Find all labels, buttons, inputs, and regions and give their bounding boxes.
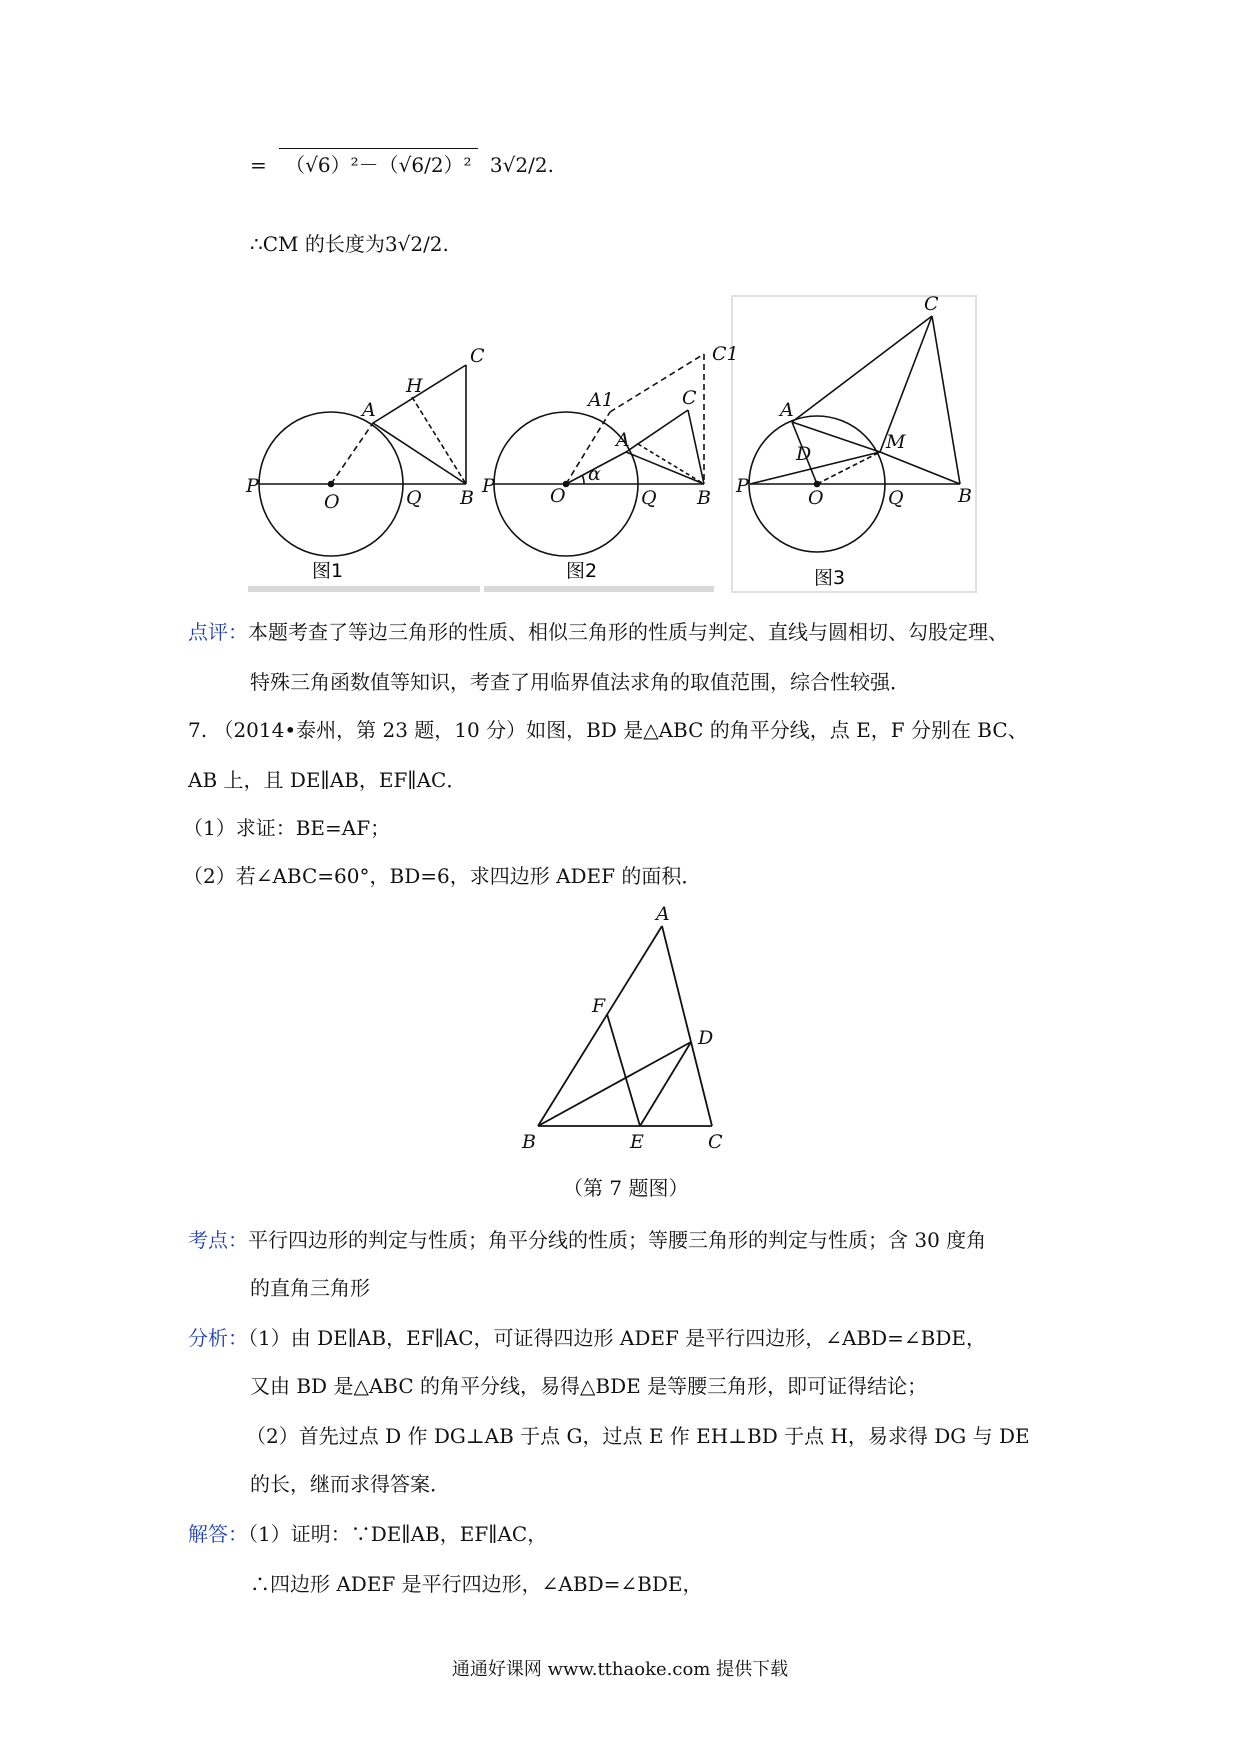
figure-7 <box>516 904 736 1170</box>
fig7-label-e: E <box>630 1131 644 1153</box>
conclusion-end: . <box>442 232 449 256</box>
fenxi-line-3: （2）首先过点 D 作 DG⊥AB 于点 G，过点 E 作 EH⊥BD 于点 H，易求得 DG 与 DE <box>246 1424 1030 1448</box>
fig7-label-f: F <box>592 995 606 1017</box>
figure-bar <box>248 586 480 592</box>
fenxi-label: 分析： <box>188 1326 248 1350</box>
jieda-line-2: ∴四边形 ADEF 是平行四边形，∠ABD=∠BDE， <box>250 1572 703 1596</box>
fig1-caption: 图1 <box>312 560 344 582</box>
figures-1-3 <box>248 292 978 594</box>
fig1-labels <box>245 345 485 513</box>
fig2-label-a1: A1 <box>588 389 614 411</box>
comment-line-2 <box>250 670 910 694</box>
problem-part-2: （2）若∠ABC=60°，BD=6，求四边形 ADEF 的面积． <box>183 864 702 888</box>
formula-line <box>250 148 554 204</box>
fig3-point-o <box>815 482 820 487</box>
fig3-line-mb <box>880 452 960 484</box>
fig3-label-d: D <box>796 443 812 465</box>
figure-frame-3 <box>732 296 976 592</box>
jieda-line-1 <box>188 1522 547 1546</box>
conclusion-value: 3√2/2 <box>384 232 443 256</box>
comment-line-1 <box>188 620 1008 644</box>
fenxi-text-1: （1）由 DE∥AB，EF∥AC，可证得四边形 ADEF 是平行四边形，∠ABD=∠BDE， <box>248 1326 987 1350</box>
fig2-line-cb <box>688 410 704 484</box>
conclusion-line <box>250 232 449 256</box>
problem-line-1: 7. （2014•泰州，第 23 题，10 分）如图，BD 是△ABC 的角平分线，点 E，F 分别在 BC、 <box>188 718 1028 742</box>
fig3-label-q: Q <box>888 487 904 509</box>
formula-dot: . <box>547 153 554 177</box>
jieda-label: 解答： <box>188 1522 248 1546</box>
fig7-line-bd <box>538 1042 691 1126</box>
fig1-label-h: H <box>406 375 423 397</box>
fig2-line-ac <box>626 410 688 452</box>
fig7-label-d: D <box>698 1027 714 1049</box>
fig1-label-o: O <box>324 491 340 513</box>
fig7-label-c: C <box>708 1131 723 1153</box>
fig2-label-q: Q <box>641 487 657 509</box>
fig1-line-ab <box>373 423 466 484</box>
fig2-label-p: P <box>482 475 495 497</box>
fig7-line-ab <box>538 926 662 1126</box>
fig1-point-o <box>329 482 334 487</box>
fig2-line-dash <box>638 444 704 484</box>
kaodian-line-2: 的直角三角形 <box>250 1276 370 1300</box>
fig3-label-c: C <box>924 293 939 315</box>
fig7-label-a: A <box>656 903 670 925</box>
fenxi-line-4: 的长，继而求得答案． <box>250 1472 450 1496</box>
fig2-label-c: C <box>682 387 697 409</box>
conclusion-text: ∴CM 的长度为 <box>250 232 385 256</box>
fig1-line-oa <box>331 423 373 484</box>
comment-text-1: 本题考查了等边三角形的性质、相似三角形的性质与判定、直线与圆相切、勾股定理、 <box>248 620 1008 644</box>
fig2-label-alpha: α <box>588 463 601 485</box>
fig2-label-a: A <box>616 429 630 451</box>
formula-prefix: = <box>250 153 267 177</box>
fig3-label-b: B <box>958 485 972 507</box>
fig1-line-hb <box>412 397 466 484</box>
fig1-label-c: C <box>470 345 485 367</box>
page-footer: 通通好课网 www.tthaoke.com 提供下载 <box>451 1659 789 1680</box>
figure7-caption: （第 7 题图） <box>563 1176 689 1200</box>
fig1-label-p: P <box>246 475 259 497</box>
figure-3 <box>749 316 960 552</box>
fig3-line-om <box>817 452 880 484</box>
fig2-angle-arc <box>582 475 584 484</box>
fig1-label-a: A <box>362 399 376 421</box>
figure-2 <box>494 354 704 556</box>
fig1-label-q: Q <box>406 487 422 509</box>
fig3-label-a: A <box>780 399 794 421</box>
fig7-line-de <box>640 1042 691 1126</box>
fenxi-line-1 <box>188 1326 986 1350</box>
comment-label: 点评： <box>188 620 248 644</box>
formula-result: 3√2/2 <box>489 153 548 177</box>
problem-line-2: AB 上，且 DE∥AB，EF∥AC． <box>188 768 467 792</box>
fig3-label-o: O <box>808 487 824 509</box>
fig7-line-ac <box>662 926 712 1126</box>
fig7-label-b: B <box>522 1131 536 1153</box>
fig7-line-fe <box>607 1014 640 1126</box>
fig3-labels <box>735 293 972 509</box>
comment-text-2: 特殊三角函数值等知识，考查了用临界值法求角的取值范围，综合性较强． <box>250 670 910 694</box>
fig3-label-p: P <box>736 475 749 497</box>
fig2-label-o: O <box>550 485 566 507</box>
formula-inner: （√6）²－（√6/2）² <box>279 148 477 177</box>
figure-1 <box>259 365 466 556</box>
kaodian-label: 考点： <box>188 1228 248 1252</box>
fig3-line-cb <box>932 316 960 484</box>
fig2-caption: 图2 <box>566 560 598 582</box>
fig1-label-b: B <box>460 487 474 509</box>
fig2-label-b: B <box>697 487 711 509</box>
figure-bar <box>484 586 714 592</box>
jieda-text-1: （1）证明：∵DE∥AB，EF∥AC， <box>248 1522 548 1546</box>
kaodian-line-1 <box>188 1228 986 1252</box>
fig2-label-c1: C1 <box>712 343 739 365</box>
fig3-caption: 图3 <box>814 567 846 589</box>
kaodian-text-1: 平行四边形的判定与性质；角平分线的性质；等腰三角形的判定与性质；含 30 度角 <box>248 1228 987 1252</box>
fig3-label-m: M <box>886 431 906 453</box>
problem-part-1: （1）求证：BE=AF； <box>183 816 391 840</box>
fenxi-line-2: 又由 BD 是△ABC 的角平分线，易得△BDE 是等腰三角形，即可证得结论； <box>250 1374 928 1398</box>
